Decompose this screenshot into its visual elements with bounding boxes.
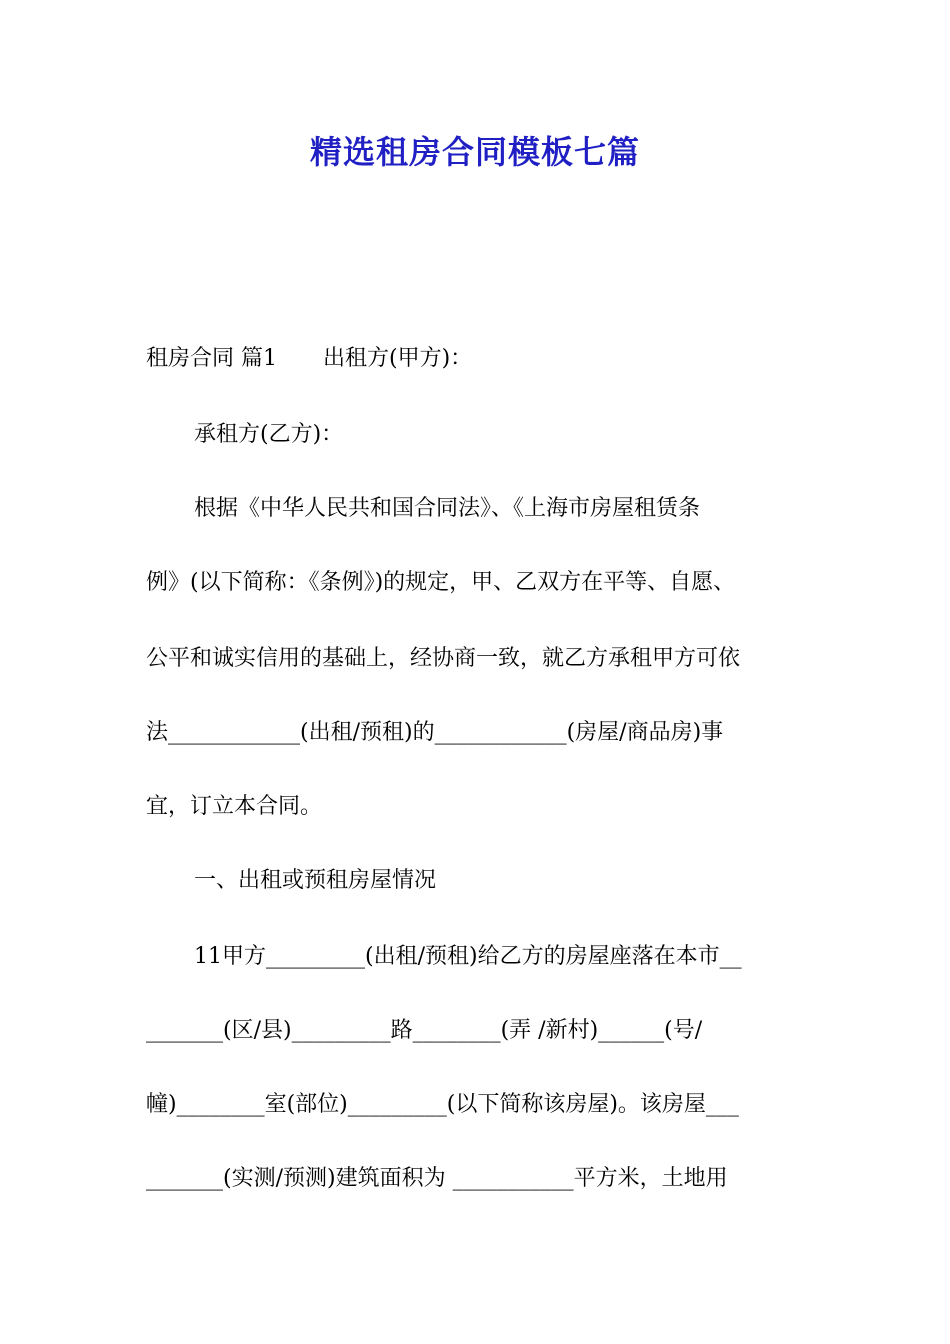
lessee-line: 承租方(乙方)：	[194, 422, 344, 447]
lessor-label: 出租方(甲方)：	[323, 346, 473, 371]
contract-number: 租房合同 篇1	[146, 346, 277, 371]
paragraph-line: 公平和诚实信用的基础上，经协商一致，就乙方承租甲方可依	[146, 646, 741, 671]
section-heading: 一、出租或预租房屋情况	[194, 868, 437, 893]
paragraph-line: 幢)________室(部位)_________(以下简称该房屋)。该房屋___	[146, 1092, 739, 1117]
paragraph-line: _______(区/县)_________路________(弄 /新村)______(号/	[146, 1018, 703, 1043]
paragraph-line: 根据《中华人民共和国合同法》、《上海市房屋租赁条	[194, 496, 701, 521]
paragraph-line: 例》(以下简称：《条例》)的规定，甲、乙双方在平等、自愿、	[146, 570, 736, 595]
paragraph-line: 11甲方_________(出租/预租)给乙方的房屋座落在本市__	[194, 944, 742, 969]
paragraph-line: 宜，订立本合同。	[146, 794, 323, 819]
document-title: 精选租房合同模板七篇	[309, 133, 640, 171]
paragraph-line: _______(实测/预测)建筑面积为 ___________平方米，土地用	[146, 1166, 728, 1191]
paragraph-line: 法____________(出租/预租)的____________(房屋/商品房)事	[146, 720, 724, 745]
contract-heading-line	[146, 344, 836, 374]
